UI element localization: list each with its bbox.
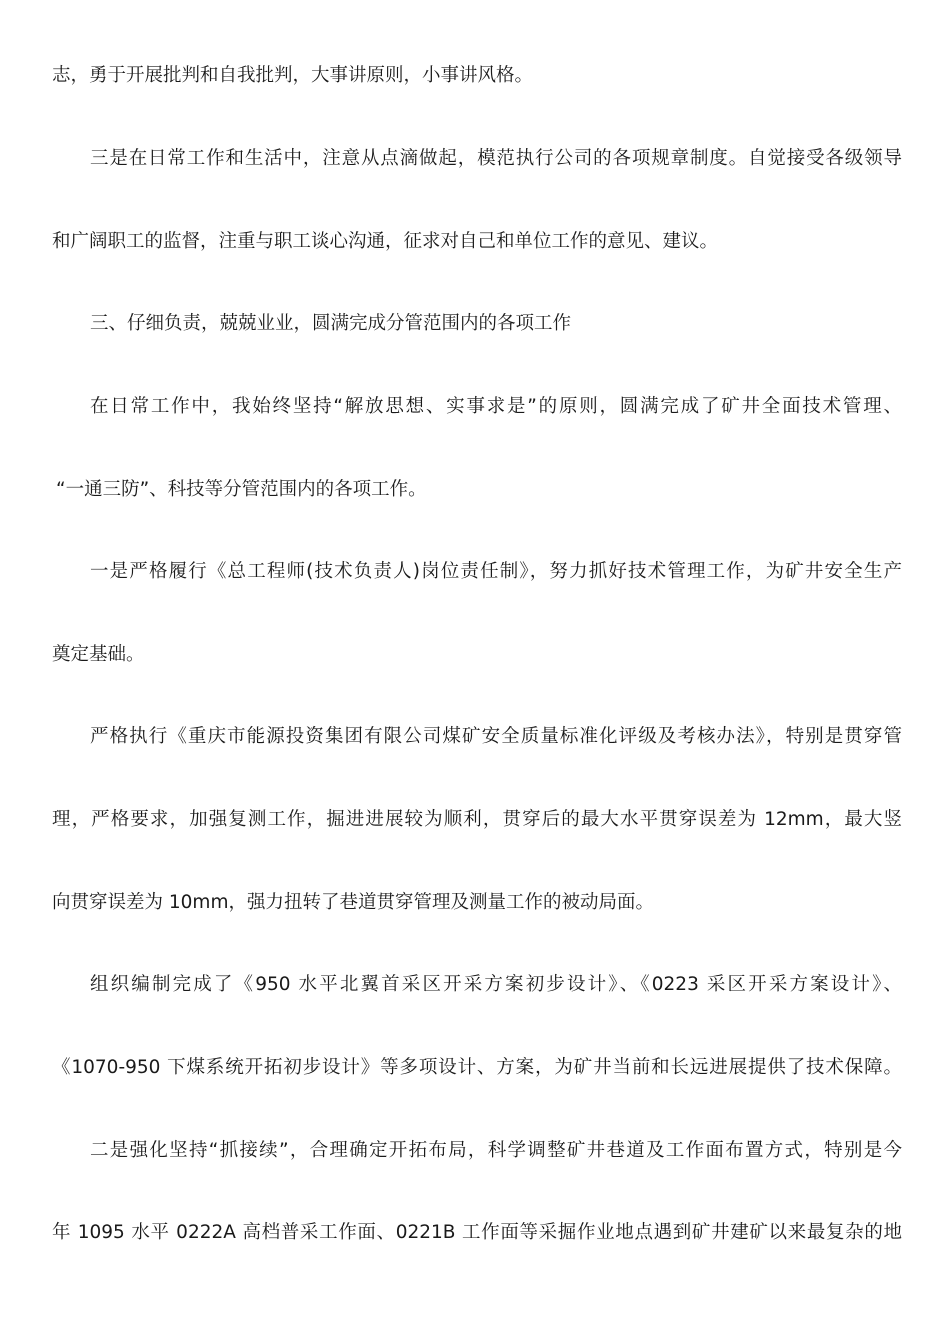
text-line-2: 三是在日常工作和生活中，注意从点滴做起，模范执行公司的各项规章制度。自觉接受各级领导 [90,148,902,169]
section-heading: 三、仔细负责，兢兢业业，圆满完成分管范围内的各项工作 [90,313,572,334]
text-line-8: 奠定基础。 [52,644,145,665]
text-line-10: 理，严格要求，加强复测工作，掘进进展较为顺利，贯穿后的最大水平贯穿误差为 12mm，最大竖 [52,809,902,830]
text-line-5: 在日常工作中，我始终坚持“解放思想、实事求是”的原则，圆满完成了矿井全面技术管理、 [90,396,902,417]
text-line-11: 向贯穿误差为 10mm，强力扭转了巷道贯穿管理及测量工作的被动局面。 [52,892,654,913]
text-line-14: 二是强化坚持“抓接续”，合理确定开拓布局，科学调整矿井巷道及工作面布置方式，特别是今 [90,1140,902,1161]
text-line-7: 一是严格履行《总工程师(技术负责人)岗位责任制》，努力抓好技术管理工作，为矿井安全生产 [90,561,902,582]
text-line-1: 志，勇于开展批判和自我批判，大事讲原则，小事讲风格。 [52,65,534,86]
text-line-15: 年 1095 水平 0222A 高档普采工作面、0221B 工作面等采掘作业地点遇到矿井建矿以来最复杂的地 [52,1222,902,1243]
text-line-9: 严格执行《重庆市能源投资集团有限公司煤矿安全质量标准化评级及考核办法》，特别是贯穿管 [90,726,902,747]
text-line-13: 《1070-950 下煤系统开拓初步设计》等多项设计、方案，为矿井当前和长远进展提供了技术保障。 [52,1057,902,1078]
text-line-3: 和广阔职工的监督，注重与职工谈心沟通，征求对自己和单位工作的意见、建议。 [52,231,719,252]
text-line-12: 组织编制完成了《950 水平北翼首采区开采方案初步设计》、《0223 采区开采方案设计》、 [90,974,902,995]
text-line-6: “一通三防”、科技等分管范围内的各项工作。 [56,479,427,500]
